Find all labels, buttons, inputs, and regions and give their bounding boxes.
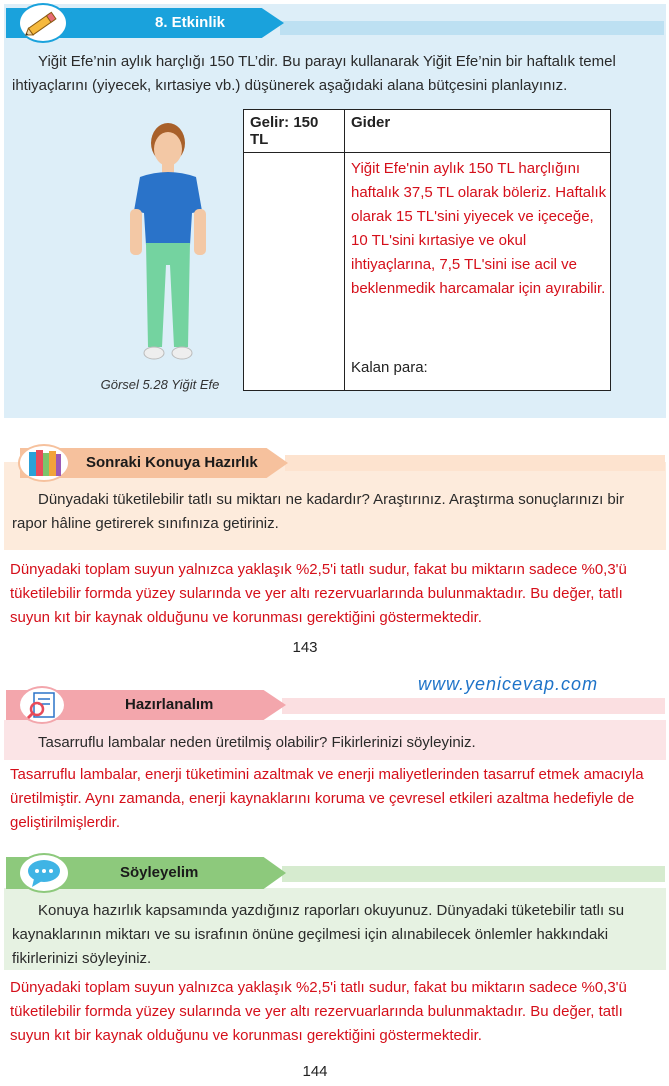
- pencil-icon: [18, 3, 68, 43]
- books-icon: [18, 444, 70, 482]
- soyleyelim-prompt: Konuya hazırlık kapsamında yazdığınız raporları okuyunuz. Dünyadaki tüketebilir tatlı su kaynaklarının miktarı ve su israfının önüne geçilmesi için alınabilecek önlemler hakkındaki fikirlerinizi söyleyiniz.: [12, 902, 625, 967]
- yigit-efe-figure: [118, 115, 218, 375]
- etkinlik-title: 8. Etkinlik: [154, 14, 226, 31]
- remaining-label: Kalan para:: [351, 359, 428, 376]
- soyleyelim-banner-line: [282, 866, 665, 882]
- soyleyelim-title: Söyleyelim: [120, 864, 199, 881]
- expense-cell: [345, 153, 611, 391]
- sonraki-title: Sonraki Konuya Hazırlık: [86, 454, 258, 471]
- soyleyelim-answer: Dünyadaki toplam suyun yalnızca yaklaşık %2,5'i tatlı sudur, fakat bu miktarın sadece %0,3'ü tüketilebilir formda yüzey sularında ve yer altı rezervuarlarında bulunmaktadır. Bu değer, tatlı suyun kıt bir kaynak olduğunu ve korunması gerektiğini göstermektedir.: [10, 979, 627, 1044]
- page-number: 143: [292, 639, 318, 656]
- expense-header: Gider: [345, 110, 611, 153]
- expense-answer: Yiğit Efe'nin aylık 150 TL harçlığını haftalık 37,5 TL olarak böleriz. Haftalık olarak 15 TL'sini yiyecek ve içeceğe, 10 TL'sini kırtasiye ve okul ihtiyaçlarına, 7,5 TL'sini ise acil ve beklenmedik harcamalar için ayırabilir.: [351, 160, 607, 297]
- magnifier-icon: [18, 686, 66, 724]
- speech-bubble-icon: [18, 853, 70, 893]
- hazirlanalim-title: Hazırlanalım: [125, 696, 214, 713]
- sonraki-banner-line: [285, 455, 665, 471]
- page-number: 144: [302, 1063, 328, 1080]
- budget-table: [243, 109, 611, 391]
- sonraki-answer: Dünyadaki toplam suyun yalnızca yaklaşık %2,5'i tatlı sudur, fakat bu miktarın sadece %0,3'ü tüketilebilir formda yüzey sularında ve yer altı rezervuarlarında bulunmaktadır. Bu değer, tatlı suyun kıt bir kaynak olduğunu ve korunması gerektiğini göstermektedir.: [10, 561, 627, 626]
- watermark-link[interactable]: www.yenicevap.com: [418, 674, 599, 694]
- etkinlik-prompt: Yiğit Efe’nin aylık harçlığı 150 TL’dir. Bu parayı kullanarak Yiğit Efe’nin bir haftalık temel ihtiyaçlarını (yiyecek, kırtasiye vb.) düşünerek aşağıdaki alana bütçesini planlayınız.: [12, 53, 616, 94]
- income-cell: [244, 153, 345, 391]
- hazirlanalim-prompt: Tasarruflu lambalar neden üretilmiş olabilir? Fikirlerinizi söyleyiniz.: [38, 734, 476, 751]
- figure-caption: Görsel 5.28 Yiğit Efe: [100, 377, 220, 392]
- hazirlanalim-answer: Tasarruflu lambalar, enerji tüketimini azaltmak ve enerji maliyetlerinden tasarruf etmek amacıyla üretilmiştir. Aynı zamanda, enerji kaynaklarını koruma ve çevresel etkileri azaltma hedefiyle de geliştirilmişlerdir.: [10, 766, 644, 831]
- income-header: Gelir: 150 TL: [244, 110, 345, 153]
- hazirlanalim-banner-line: [282, 698, 665, 714]
- etkinlik-banner-line: [280, 21, 664, 35]
- sonraki-prompt: Dünyadaki tüketilebilir tatlı su miktarı ne kadardır? Araştırınız. Araştırma sonuçlarınızı bir rapor hâline getirerek sınıfınıza getiriniz.: [12, 491, 625, 532]
